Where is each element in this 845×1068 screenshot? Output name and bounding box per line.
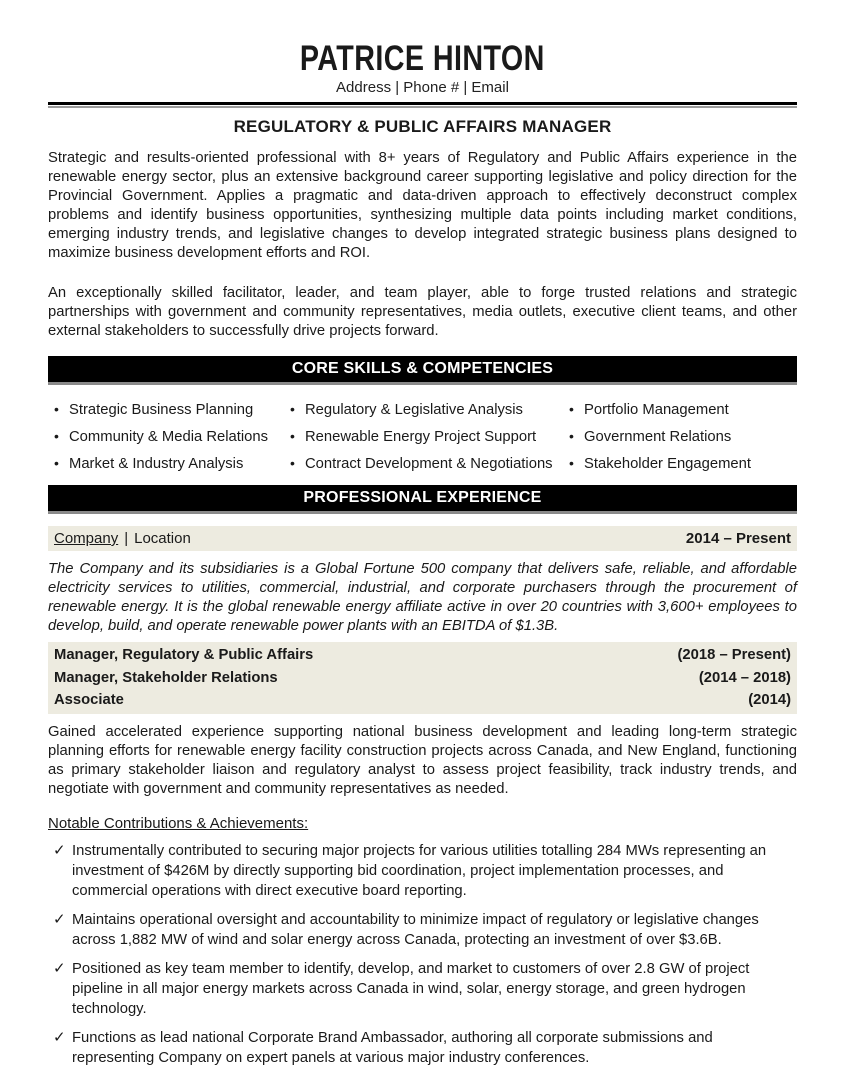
role-dates: (2014 – 2018) (698, 669, 791, 686)
skill-item (563, 423, 797, 450)
skills-column-1 (48, 396, 284, 477)
achievement-item (48, 910, 797, 950)
skills-grid (48, 396, 797, 477)
bullet-icon: • (290, 428, 295, 444)
summary-paragraph-2: An exceptionally skilled facilitator, leader, and team player, able to forge trusted relations and strategic partnerships with government and community representatives, media outlets, executive client teams, and other external stakeholders to successfully drive projects forward. (48, 285, 797, 339)
check-icon: ✓ (53, 960, 66, 977)
skill-item (48, 450, 284, 477)
summary-paragraph-1: Strategic and results-oriented professional with 8+ years of Regulatory and Public Affairs experience in the renewable energy sector, plus an extensive background career supporting legislative and policy direction for the Provincial Government. Applies a pragmatic and data-driven approach to effectively deconstruct complex problems and identify business opportunities, synthesizing multiple data points including market conditions, emerging industry trends, and legislative changes to develop integrated strategic business plans designed to maximize business development efforts and ROI. (48, 150, 797, 261)
achievement-item (48, 841, 797, 901)
pipe-separator: | (124, 530, 129, 547)
achievement-item (48, 1028, 797, 1068)
roles-block (48, 642, 797, 714)
check-icon: ✓ (53, 1029, 66, 1046)
skill-item (284, 450, 563, 477)
skill-item (284, 423, 563, 450)
skill-label: Renewable Energy Project Support (305, 429, 537, 445)
skills-column-2 (284, 396, 563, 477)
role-title-text: Associate (54, 692, 124, 708)
bullet-icon: • (290, 455, 295, 471)
bullet-icon: • (569, 401, 574, 417)
candidate-name: PATRICE HINTON (300, 39, 545, 78)
skills-column-3 (563, 396, 797, 477)
page-title (48, 40, 797, 78)
role-title-text: Manager, Stakeholder Relations (54, 669, 278, 686)
skill-label: Portfolio Management (584, 402, 729, 418)
role-row (54, 644, 791, 667)
company-description: The Company and its subsidiaries is a Global Fortune 500 company that delivers safe, reliable, and affordable electricity services to utilities, commercial, industrial, and corporate purchasers through the procurement of renewable energy. It is the global renewable energy affiliate active in over 20 countries with 3,600+ employees to develop, build, and operate renewable power plants with an EBITDA of $1.3B. (48, 561, 797, 634)
skill-label: Regulatory & Legislative Analysis (305, 402, 523, 418)
role-dates: (2018 – Present) (677, 647, 791, 663)
skill-label: Strategic Business Planning (69, 402, 254, 418)
achievement-text: Maintains operational oversight and accountability to minimize impact of regulatory or legislative changes across 1,882 MW of wind and solar energy across Canada, protecting an investment of over $3.6B. (72, 911, 759, 948)
skill-item (48, 423, 284, 450)
role-row (54, 667, 791, 690)
contact-line: Address | Phone # | Email (336, 79, 509, 96)
achievements-list (48, 841, 797, 1068)
role-row (54, 689, 791, 712)
bullet-icon: • (54, 428, 59, 444)
achievement-text: Functions as lead national Corporate Brand Ambassador, authoring all corporate submissions and representing Company on expert panels at various major industry conferences. (72, 1029, 713, 1066)
bullet-icon: • (569, 428, 574, 444)
role-title: REGULATORY & PUBLIC AFFAIRS MANAGER (233, 117, 612, 136)
skill-label: Government Relations (584, 429, 732, 445)
company-location-label: Location (134, 530, 191, 547)
section-banner-professional-experience: PROFESSIONAL EXPERIENCE (48, 485, 797, 514)
company-name: Company (54, 530, 119, 547)
skill-label: Stakeholder Engagement (584, 456, 751, 472)
bullet-icon: • (54, 401, 59, 417)
skill-item (284, 396, 563, 423)
skill-item (48, 396, 284, 423)
bullet-icon: • (569, 455, 574, 471)
bullet-icon: • (290, 401, 295, 417)
skill-label: Market & Industry Analysis (69, 456, 244, 472)
experience-overview: Gained accelerated experience supporting national business development and leading long-term strategic planning efforts for renewable energy facility construction projects across Canada, and New England, functioning as primary stakeholder liaison and regulatory analyst to assess project feasibility, track industry trends, and negotiate with government and community representatives as needed. (48, 723, 797, 797)
skill-item (563, 396, 797, 423)
achievement-item (48, 959, 797, 1019)
check-icon: ✓ (53, 842, 66, 859)
company-date-range: 2014 – Present (685, 530, 791, 547)
skill-label: Contract Development & Negotiations (305, 456, 553, 472)
bullet-icon: • (54, 455, 59, 471)
company-header-row (48, 526, 797, 551)
role-title-text: Manager, Regulatory & Public Affairs (54, 647, 314, 663)
skill-item (563, 450, 797, 477)
resume-header (48, 40, 797, 97)
role-dates: (2014) (748, 692, 791, 708)
company-location (54, 529, 191, 548)
check-icon: ✓ (53, 911, 66, 928)
achievement-text: Instrumentally contributed to securing major projects for various utilities totalling 284 MWs representing an investment of $426M by directly supporting bid coordination, project implementation processes, and commercial operations with direct executive board reporting. (72, 842, 767, 899)
achievement-text: Positioned as key team member to identify, develop, and market to customers of over 2.8 GW of project pipeline in all major energy markets across Canada in wind, solar, energy storage, and green hydrogen technology. (72, 960, 750, 1017)
achievements-heading: Notable Contributions & Achievements: (48, 814, 309, 832)
skill-label: Community & Media Relations (69, 429, 269, 445)
header-divider (48, 102, 797, 108)
section-banner-core-skills: CORE SKILLS & COMPETENCIES (48, 356, 797, 385)
